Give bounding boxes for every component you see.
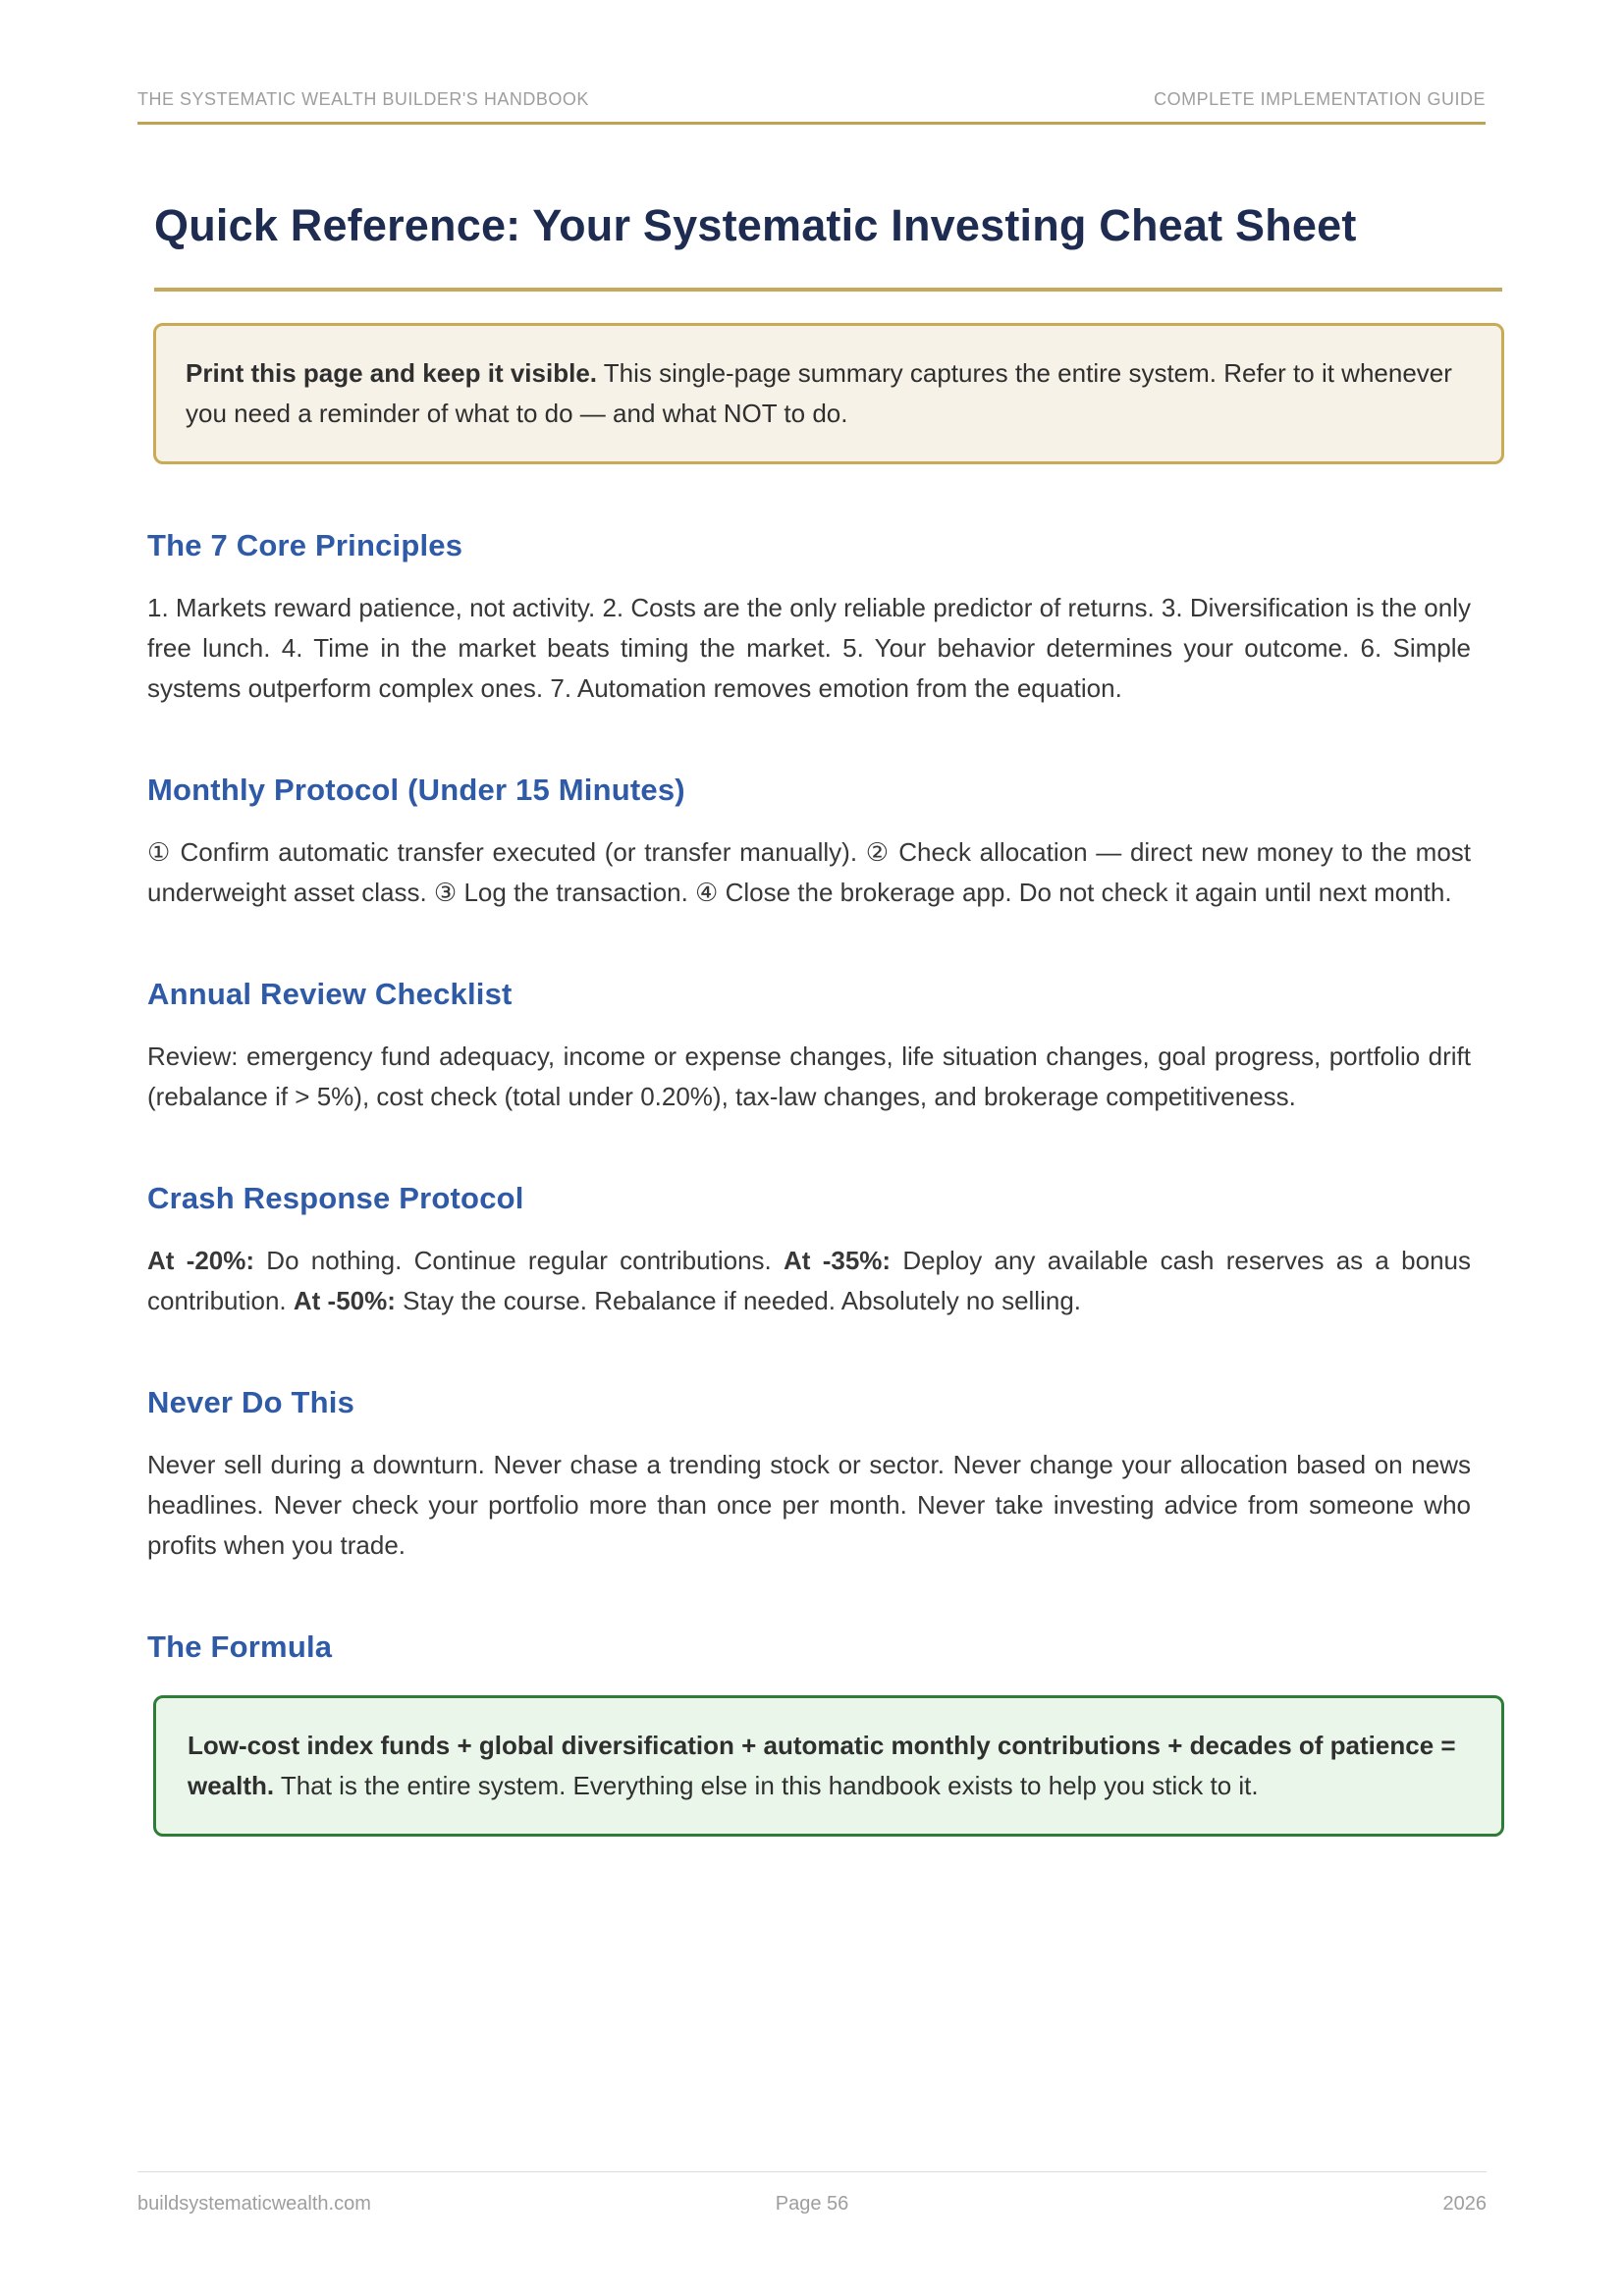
section-monthly-protocol	[0, 772, 1624, 913]
core-principles-paragraph: 1. Markets reward patience, not activity. 2. Costs are the only reliable predictor of returns. 3. Diversification is the only free lunch. 4. Time in the market beats timing the market. 5. Your behavior determines your outcome. 6. Simple systems outperform complex ones. 7. Automation removes emotion from the equation.	[147, 593, 1471, 703]
running-header	[0, 0, 1624, 110]
section-core-principles	[0, 527, 1624, 709]
section-heading-core-principles: The 7 Core Principles	[147, 528, 463, 562]
crash-at-20-label: At -20%:	[147, 1246, 255, 1275]
header-right-text: COMPLETE IMPLEMENTATION GUIDE	[1154, 89, 1486, 109]
crash-at-35-label: At -35%:	[784, 1246, 892, 1275]
formula-text: That is the entire system. Everything else in this handbook exists to help you stick to it.	[274, 1771, 1259, 1800]
footer-page-number: Page 56	[775, 2193, 849, 2215]
section-the-formula	[0, 1629, 1624, 1837]
crash-at-50-label: At -50%:	[293, 1286, 396, 1315]
crash-at-20-text: Do nothing. Continue regular contributions.	[254, 1246, 785, 1275]
footer-year: 2026	[1442, 2193, 1487, 2215]
formula-box	[153, 1695, 1504, 1837]
footer-site: buildsystematicwealth.com	[137, 2193, 371, 2215]
header-left-text: THE SYSTEMATIC WEALTH BUILDER'S HANDBOOK	[137, 89, 589, 109]
callout-text: This single-page summary captures the entire system. Refer to it whenever you need a reminder of what to do — and what NOT to do.	[186, 358, 1452, 428]
section-heading-monthly-protocol: Monthly Protocol (Under 15 Minutes)	[147, 773, 685, 807]
crash-at-50-text: Stay the course. Rebalance if needed. Absolutely no selling.	[395, 1286, 1082, 1315]
section-heading-annual-review: Annual Review Checklist	[147, 977, 513, 1011]
formula-lead: Low-cost index funds + global diversification + automatic monthly contributions + decades of patience = wealth.	[188, 1731, 1456, 1800]
section-crash-response	[0, 1180, 1624, 1321]
section-never-do-this	[0, 1384, 1624, 1566]
section-heading-the-formula: The Formula	[147, 1629, 333, 1664]
never-do-this-paragraph: Never sell during a downturn. Never chase a trending stock or sector. Never change your allocation based on news headlines. Never check your portfolio more than once per month. Never take investing advice from someone who profits when you trade.	[147, 1450, 1471, 1560]
section-heading-never-do-this: Never Do This	[147, 1385, 355, 1419]
callout-lead: Print this page and keep it visible.	[186, 358, 597, 388]
section-annual-review	[0, 976, 1624, 1117]
page-title: Quick Reference: Your Systematic Investing Cheat Sheet	[154, 200, 1357, 250]
section-heading-crash-response: Crash Response Protocol	[147, 1181, 524, 1215]
page-footer	[137, 2171, 1487, 2216]
callout-box	[153, 323, 1504, 464]
crash-response-paragraph	[147, 1241, 1471, 1321]
annual-review-paragraph: Review: emergency fund adequacy, income or expense changes, life situation changes, goal progress, portfolio drift (rebalance if > 5%), cost check (total under 0.20%), tax-law changes, and brokerage competitiveness.	[147, 1041, 1471, 1111]
monthly-protocol-paragraph: ① Confirm automatic transfer executed (or transfer manually). ② Check allocation — direct new money to the most underweight asset class. ③ Log the transaction. ④ Close the brokerage app. Do not check it again until next month.	[147, 837, 1471, 907]
title-gold-rule	[154, 288, 1502, 292]
crash-at-35-text: Deploy any available cash reserves as a bonus contribution.	[147, 1246, 1471, 1315]
header-gold-rule	[137, 122, 1486, 125]
